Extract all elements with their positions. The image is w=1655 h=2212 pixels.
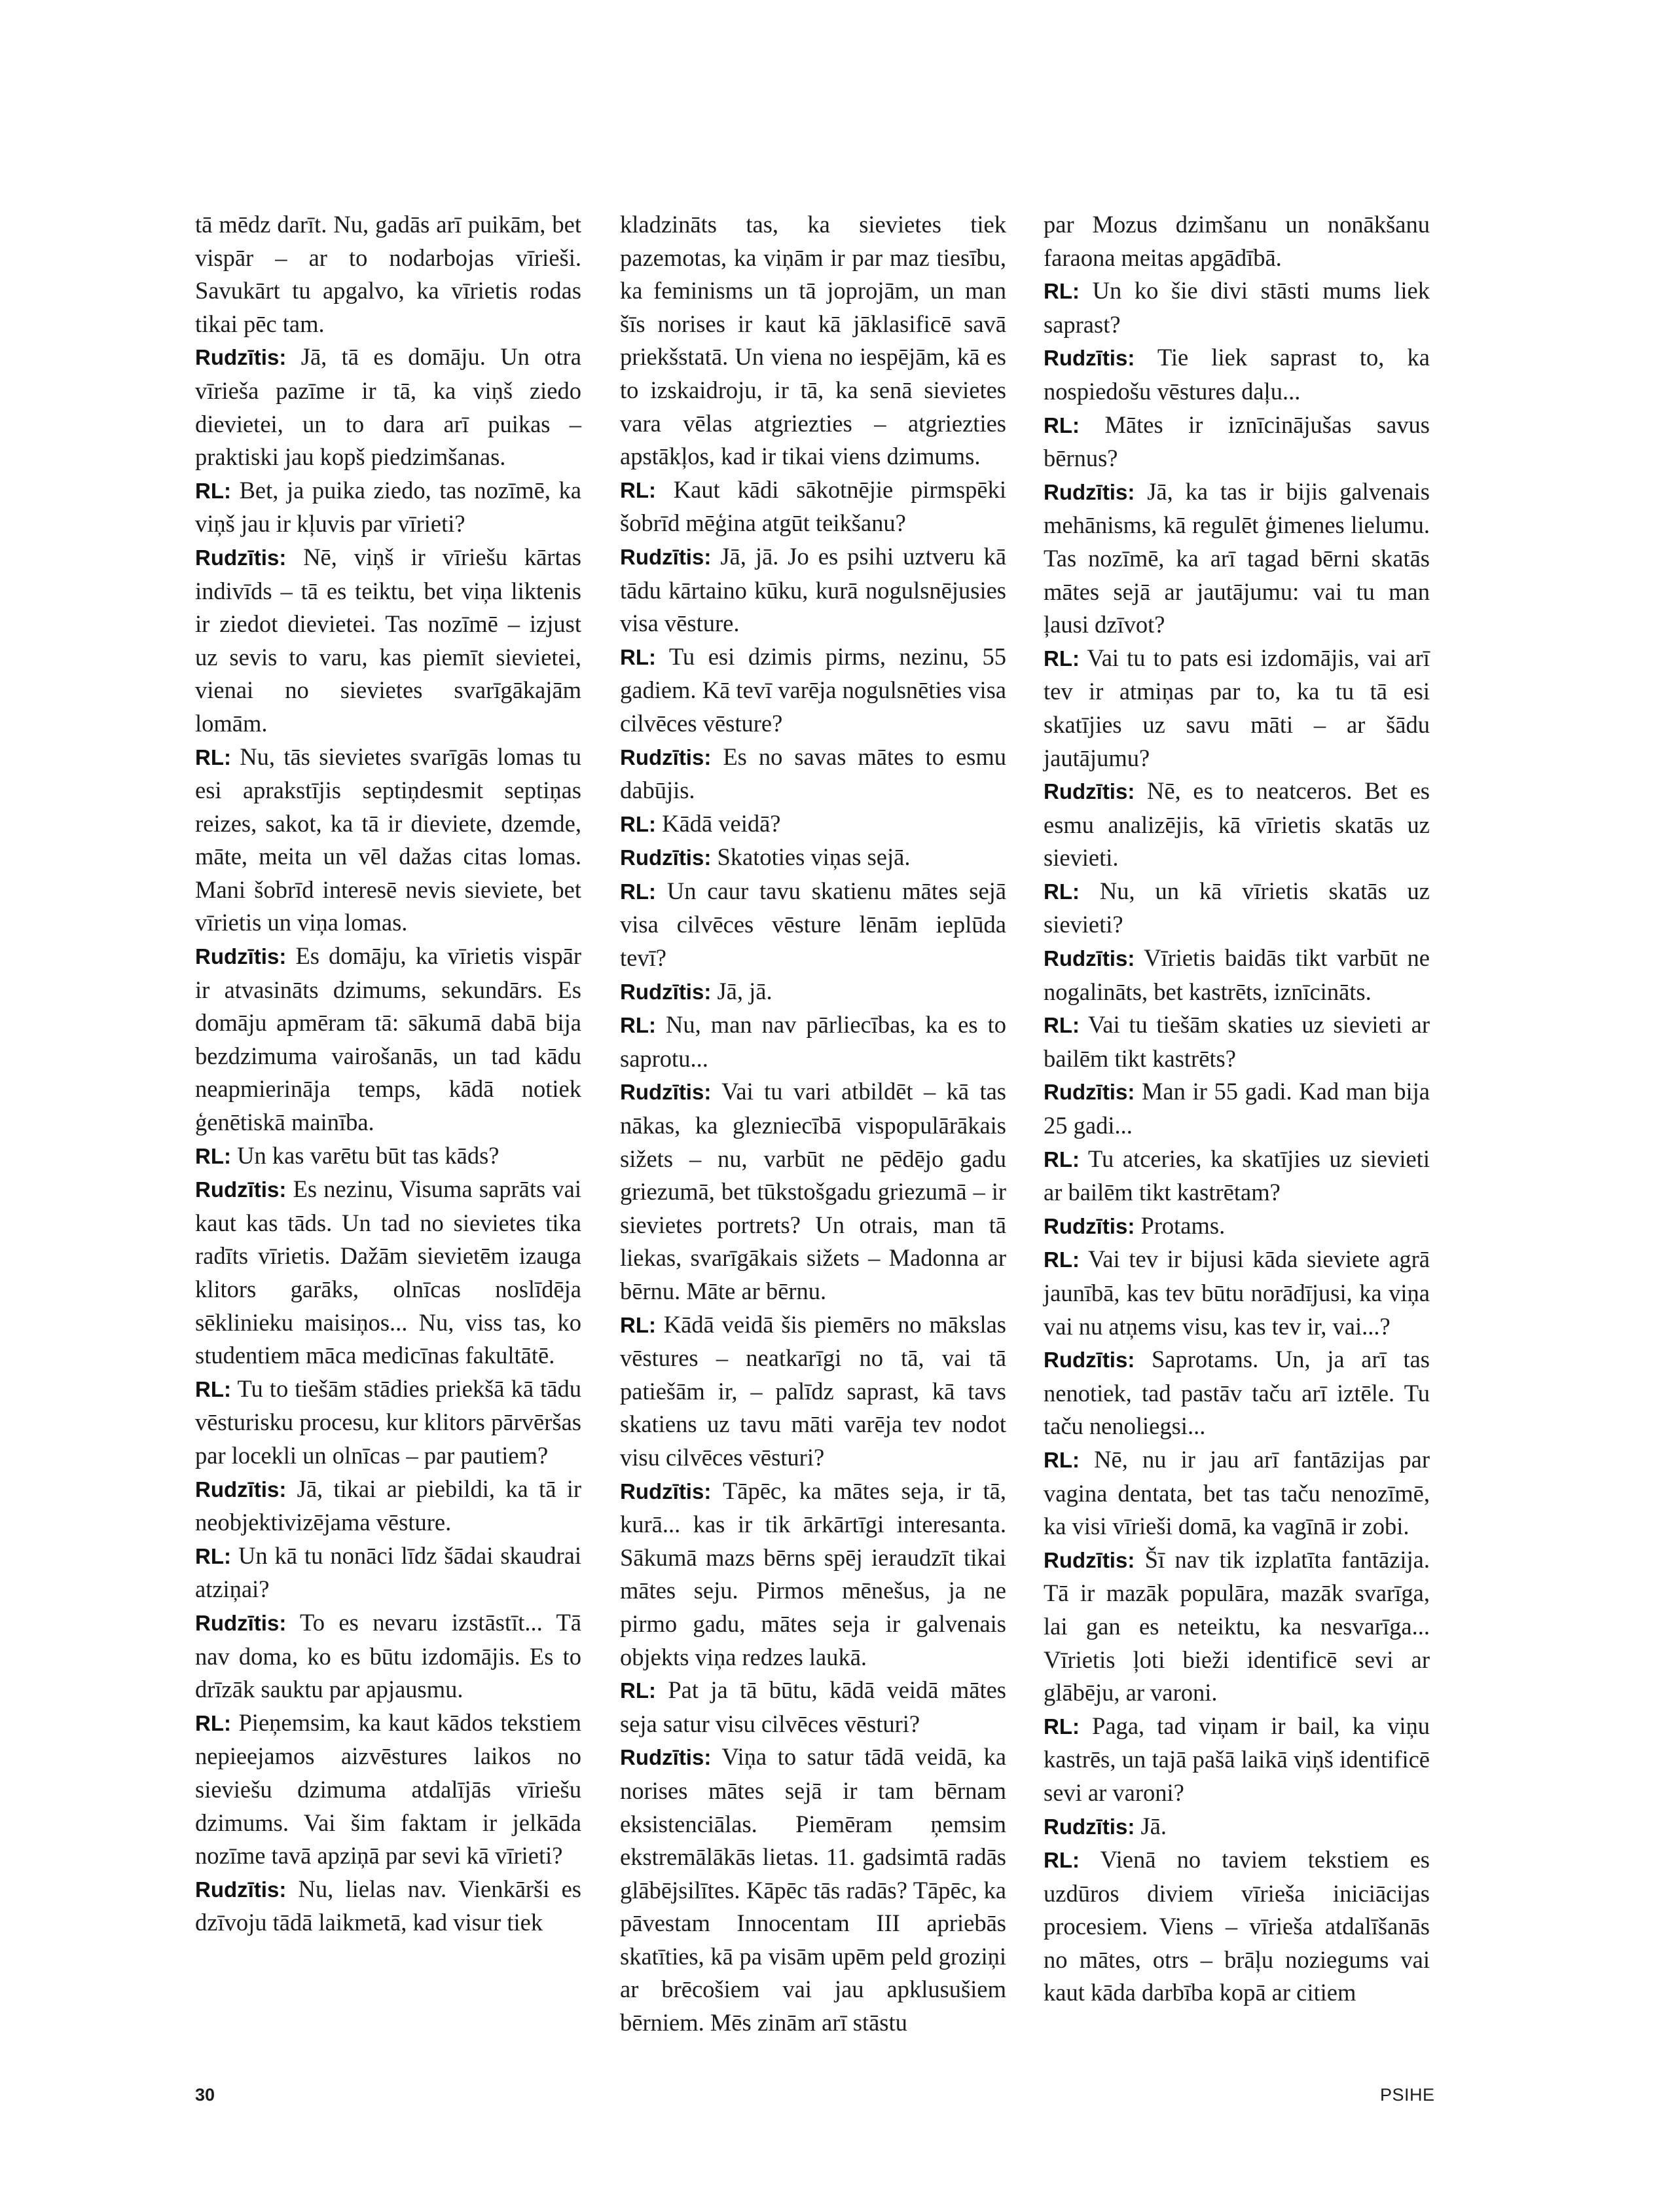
paragraph-text: Tāpēc, ka mātes seja, ir tā, kurā... kas ir tik ārkārtīgi interesanta. Sākumā mazs bērns spēj ieraudzīt tikai mātes seju. Pirmos mēnešus, ja ne pirmo gadu, mātes seja ir galvenais objekts viņa redzes laukā. [620, 1477, 1007, 1670]
interview-paragraph [1044, 1443, 1430, 1543]
paragraph-text: Kādā veidā? [662, 809, 781, 837]
paragraph-text: Vai tu tiešām skaties uz sievieti ar bailēm tikt kastrēts? [1044, 1011, 1430, 1072]
paragraph-text: Jā. [1140, 1812, 1167, 1839]
paragraph-text: Un caur tavu skatienu mātes sejā visa cilvēces vēsture lēnām ieplūda tevī? [620, 877, 1006, 972]
interview-paragraph [620, 875, 1006, 975]
speaker-label: Rudzītis: [1044, 1213, 1135, 1238]
speaker-label: RL: [1044, 1714, 1080, 1739]
interview-paragraph [620, 473, 1006, 540]
text-column-2 [620, 208, 1006, 2040]
paragraph-text: Un kā tu nonāci līdz šādai skaudrai atziņai? [195, 1541, 581, 1603]
paragraph-text: Paga, tad viņam ir bail, ka viņu kastrēs, un tajā pašā laikā viņš identificē sevi ar varoni? [1044, 1712, 1430, 1806]
interview-paragraph [195, 1706, 581, 1873]
paragraph-text: Tu atceries, ka skatījies uz sievieti ar bailēm tikt kastrētam? [1044, 1145, 1430, 1206]
speaker-label: RL: [620, 1678, 656, 1703]
interview-paragraph [620, 1674, 1006, 1741]
interview-paragraph [1044, 775, 1430, 875]
paragraph-text: Nu, un kā vīrietis skatās uz sievieti? [1044, 877, 1430, 938]
interview-paragraph [620, 807, 1006, 841]
paragraph-text: Jā, jā. [717, 977, 773, 1005]
speaker-label: RL: [1044, 879, 1080, 904]
speaker-label: Rudzītis: [1044, 946, 1135, 971]
speaker-label: Rudzītis: [195, 1877, 287, 1902]
interview-paragraph [1044, 942, 1430, 1008]
paragraph-text: Nu, man nav pārliecības, ka es to saprotu... [620, 1011, 1007, 1072]
paragraph-text: kladzināts tas, ka sievietes tiek pazemotas, ka viņām ir par maz tiesību, ka feminisms un tā joprojām, un man šīs norises ir kaut kā jāklasificē savā priekšstatā. Un viena no iespējām, kā es to izskaidroju, ir tā, ka senā sievietes vara vēlas atgriezties – atgriezties apstākļos, kad ir tikai viens dzimums. [620, 211, 1006, 470]
paragraph-text: Jā, ka tas ir bijis galvenais mehānisms, kā regulēt ģimenes lielumu. Tas nozīmē, ka arī tagad bērni skatās mātes sejā ar jautājumu: vai tu man ļausi dzīvot? [1044, 477, 1430, 638]
interview-paragraph [1044, 1543, 1430, 1710]
interview-paragraph [195, 474, 581, 541]
interview-paragraph [1044, 409, 1430, 475]
speaker-label: RL: [1044, 1447, 1080, 1472]
paragraph-text: Saprotams. Un, ja arī tas nenotiek, tad pastāv taču arī iztēle. Tu taču nenoliegsi... [1044, 1346, 1430, 1440]
interview-paragraph [620, 1475, 1006, 1674]
paragraph-text: Tu esi dzimis pirms, nezinu, 55 gadiem. Kā tevī varēja nogulsnēties visa cilvēces vēsture? [620, 642, 1006, 737]
speaker-label: RL: [195, 1143, 231, 1168]
interview-paragraph [1044, 875, 1430, 942]
speaker-label: RL: [195, 1543, 231, 1568]
paragraph-text: Nu, lielas nav. Vienkārši es dzīvoju tādā laikmetā, kad visur tiek [195, 1875, 582, 1936]
interview-paragraph [195, 208, 581, 341]
speaker-label: RL: [1044, 1013, 1080, 1038]
interview-paragraph [620, 741, 1006, 807]
paragraph-text: Man ir 55 gadi. Kad man bija 25 gadi... [1044, 1078, 1430, 1139]
speaker-label: RL: [1044, 413, 1080, 437]
paragraph-text: Un ko šie divi stāsti mums liek saprast? [1044, 277, 1430, 338]
paragraph-text: Bet, ja puika ziedo, tas nozīmē, ka viņš jau ir kļuvis par vīrieti? [195, 476, 581, 538]
interview-paragraph [1044, 642, 1430, 775]
paragraph-text: Es nezinu, Visuma saprāts vai kaut kas tāds. Un tad no sievietes tika radīts vīrietis. Dažām sievietēm izauga klitors garāks, olnīcas noslīdēja sēklinieku maisiņos... Nu, viss tas, ko studentiem māca medicīnas fakultātē. [195, 1175, 582, 1369]
interview-paragraph [195, 1539, 581, 1606]
interview-paragraph [620, 208, 1006, 473]
paragraph-text: Vienā no taviem tekstiem es uzdūros diviem vīrieša iniciācijas procesiem. Viens – vīrieša atdalīšanās no mātes, otrs – brāļu noziegums vai kaut kāda darbība kopā ar citiem [1044, 1846, 1430, 2006]
speaker-label: Rudzītis: [620, 544, 712, 569]
speaker-label: RL: [620, 477, 656, 502]
interview-paragraph [620, 540, 1006, 640]
speaker-label: Rudzītis: [1044, 346, 1135, 371]
interview-paragraph [195, 1473, 581, 1539]
interview-paragraph [1044, 1143, 1430, 1209]
interview-paragraph [1044, 1810, 1430, 1844]
speaker-label: RL: [620, 811, 656, 836]
speaker-label: Rudzītis: [195, 1610, 287, 1635]
speaker-label: Rudzītis: [620, 1080, 712, 1105]
paragraph-text: Nē, es to neatceros. Bet es esmu analizējis, kā vīrietis skatās uz sievieti. [1044, 777, 1430, 872]
speaker-label: Rudzītis: [1044, 779, 1135, 804]
paragraph-text: tā mēdz darīt. Nu, gadās arī puikām, bet vispār – ar to nodarbojas vīrieši. Savukārt tu apgalvo, ka vīrietis rodas tikai pēc tam. [195, 211, 581, 337]
speaker-label: Rudzītis: [620, 845, 712, 870]
paragraph-text: Vīrietis baidās tikt varbūt ne nogalināts, bet kastrēts, iznīcināts. [1044, 944, 1430, 1005]
speaker-label: RL: [1044, 279, 1080, 304]
speaker-label: Rudzītis: [620, 745, 712, 769]
paragraph-text: Es no savas mātes to esmu dabūjis. [620, 743, 1007, 804]
paragraph-text: Protams. [1140, 1211, 1226, 1239]
speaker-label: Rudzītis: [1044, 479, 1135, 504]
interview-paragraph [1044, 1710, 1430, 1810]
paragraph-text: Pieņemsim, ka kaut kādos tekstiem nepieejamos aizvēstures laikos no sieviešu dzimuma atdalījās vīriešu dzimums. Vai šim faktam ir jelkāda nozīme tavā apziņā par sevi kā vīrieti? [195, 1708, 581, 1870]
speaker-label: RL: [195, 478, 231, 503]
paragraph-text: Nē, nu ir jau arī fantāzijas par vagina dentata, bet tas taču nenozīmē, ka visi vīrieši domā, ka vagīnā ir zobi. [1044, 1445, 1430, 1540]
speaker-label: RL: [620, 1312, 656, 1337]
interview-paragraph [620, 1008, 1006, 1075]
interview-paragraph [195, 940, 581, 1139]
speaker-label: Rudzītis: [1044, 1080, 1135, 1105]
interview-paragraph [195, 341, 581, 473]
magazine-name: PSIHE [1380, 2085, 1435, 2105]
interview-paragraph [195, 1139, 581, 1173]
paragraph-text: Pat ja tā būtu, kādā veidā mātes seja satur visu cilvēces vēsturi? [620, 1676, 1007, 1737]
speaker-label: RL: [1044, 1247, 1080, 1272]
speaker-label: Rudzītis: [1044, 1547, 1135, 1572]
interview-paragraph [195, 741, 581, 940]
interview-paragraph [1044, 1075, 1430, 1142]
interview-paragraph [1044, 1843, 1430, 2010]
speaker-label: RL: [195, 1376, 231, 1401]
speaker-label: RL: [1044, 646, 1080, 671]
paragraph-text: Tu to tiešām stādies priekšā kā tādu vēsturisku procesu, kur klitors pārvēršas par locekli un olnīcas – par pautiem? [195, 1374, 582, 1469]
paragraph-text: To es nevaru izstāstīt... Tā nav doma, ko es būtu izdomājis. Es to drīzāk sauktu par apjausmu. [195, 1608, 581, 1703]
paragraph-text: Vai tev ir bijusi kāda sieviete agrā jaunībā, kas tev būtu norādījusi, ka viņa vai nu atņems visu, kas tev ir, vai...? [1044, 1245, 1430, 1340]
interview-paragraph [1044, 274, 1430, 341]
speaker-label: RL: [620, 879, 656, 904]
speaker-label: Rudzītis: [620, 979, 712, 1004]
text-column-1 [195, 208, 581, 1940]
interview-paragraph [620, 1075, 1006, 1308]
interview-paragraph [620, 975, 1006, 1009]
interview-paragraph [1044, 1008, 1430, 1075]
page-number: 30 [195, 2085, 215, 2105]
paragraph-text: Kaut kādi sākotnējie pirmspēki šobrīd mēģina atgūt teikšanu? [620, 475, 1006, 537]
speaker-label: RL: [620, 644, 656, 669]
paragraph-text: Jā, jā. Jo es psihi uztveru kā tādu kārtaino kūku, kurā nogulsnējusies visa vēsture. [620, 542, 1006, 637]
speaker-label: RL: [620, 1013, 656, 1038]
interview-paragraph [620, 841, 1006, 875]
speaker-label: Rudzītis: [620, 1479, 712, 1503]
paragraph-text: Kādā veidā šis piemērs no mākslas vēstures – neatkarīgi no tā, vai tā patiešām ir, – palīdz saprast, kā tavs skatiens uz tavu māti varēja tev nodot visu cilvēces vēsturi? [620, 1310, 1006, 1471]
interview-paragraph [1044, 208, 1430, 274]
speaker-label: Rudzītis: [195, 1477, 287, 1502]
interview-paragraph [195, 1606, 581, 1706]
interview-paragraph [1044, 341, 1430, 408]
speaker-label: RL: [195, 1710, 231, 1735]
interview-paragraph [620, 1308, 1006, 1475]
interview-paragraph [1044, 1343, 1430, 1443]
speaker-label: RL: [1044, 1848, 1080, 1873]
interview-paragraph [1044, 1243, 1430, 1343]
paragraph-text: Vai tu to pats esi izdomājis, vai arī tev ir atmiņas par to, ka tu tā esi skatījies uz savu māti – ar šādu jautājumu? [1044, 644, 1430, 771]
paragraph-text: Šī nav tik izplatīta fantāzija. Tā ir mazāk populāra, mazāk svarīga, lai gan es neteiktu, ka nesvarīga... Vīrietis ļoti bieži identificē sevi ar glābēju, ar varoni. [1044, 1545, 1430, 1706]
interview-paragraph [195, 1873, 581, 1940]
paragraph-text: Nu, tās sievietes svarīgās lomas tu esi aprakstījis septiņdesmit septiņas reizes, sakot, ka tā ir dieviete, dzemde, māte, meita un vēl dažas citas lomas. Mani šobrīd interesē nevis sieviete, bet vīrietis un viņa lomas. [195, 743, 581, 936]
paragraph-text: Jā, tikai ar piebildi, ka tā ir neobjektivizējama vēsture. [195, 1475, 581, 1536]
speaker-label: Rudzītis: [1044, 1348, 1135, 1373]
interview-paragraph [195, 1173, 581, 1373]
interview-paragraph [1044, 1209, 1430, 1244]
interview-paragraph [620, 640, 1006, 741]
speaker-label: Rudzītis: [195, 345, 287, 370]
paragraph-text: Mātes ir iznīcinājušas savus bērnus? [1044, 411, 1430, 472]
speaker-label: Rudzītis: [620, 1745, 712, 1770]
interview-paragraph [620, 1741, 1006, 2039]
text-column-3 [1044, 208, 1430, 2010]
paragraph-text: par Mozus dzimšanu un nonākšanu faraona meitas apgādībā. [1044, 211, 1430, 271]
speaker-label: RL: [195, 745, 231, 769]
speaker-label: Rudzītis: [1044, 1814, 1135, 1839]
paragraph-text: Nē, viņš ir vīriešu kārtas indivīds – tā es teiktu, bet viņa liktenis ir ziedot dievietei. Tas nozīmē – izjust uz sevis to varu, kas piemīt sievietei, vienai no sievietes svarīgākajām lomām. [195, 543, 581, 737]
interview-paragraph [195, 541, 581, 741]
paragraph-text: Es domāju, ka vīrietis vispār ir atvasināts dzimums, sekundārs. Es domāju apmēram tā: sākumā dabā bija bezdzimuma vairošanās, un tad kādu neapmierināja temps, kādā notiek ģenētiskā mainība. [195, 942, 581, 1136]
paragraph-text: Jā, tā es domāju. Un otra vīrieša pazīme ir tā, ka viņš ziedo dievietei, un to dara arī puikas – praktiski jau kopš piedzimšanas. [195, 343, 581, 471]
paragraph-text: Un kas varētu būt tas kāds? [237, 1141, 500, 1169]
speaker-label: Rudzītis: [195, 545, 287, 570]
paragraph-text: Viņa to satur tādā veidā, ka norises mātes sejā ir tam bērnam eksistenciālas. Piemēram ņemsim ekstremālākās lietas. 11. gadsimtā radās glābējsilītes. Kāpēc tās radās? Tāpēc, ka pāvestam Innocentam III apriebās skatīties, kā pa visām upēm peld groziņi ar brēcošiem vai jau apklusušiem bērniem. Mēs zinām arī stāstu [620, 1743, 1006, 2037]
interview-paragraph [1044, 475, 1430, 642]
paragraph-text: Tie liek saprast to, ka nospiedošu vēstures daļu... [1044, 344, 1430, 405]
paragraph-text: Skatoties viņas sejā. [717, 843, 911, 871]
paragraph-text: Vai tu vari atbildēt – kā tas nākas, ka glezniecībā vispopulārākais sižets – nu, varbūt ne pēdējo gadu griezumā, bet tūkstošgadu griezumā – ir sievietes portrets? Un otrais, man tā liekas, svarīgākais sižets – Madonna ar bērnu. Māte ar bērnu. [620, 1078, 1006, 1304]
speaker-label: Rudzītis: [195, 1177, 287, 1202]
speaker-label: RL: [1044, 1147, 1080, 1171]
speaker-label: Rudzītis: [195, 944, 287, 969]
interview-paragraph [195, 1373, 581, 1473]
